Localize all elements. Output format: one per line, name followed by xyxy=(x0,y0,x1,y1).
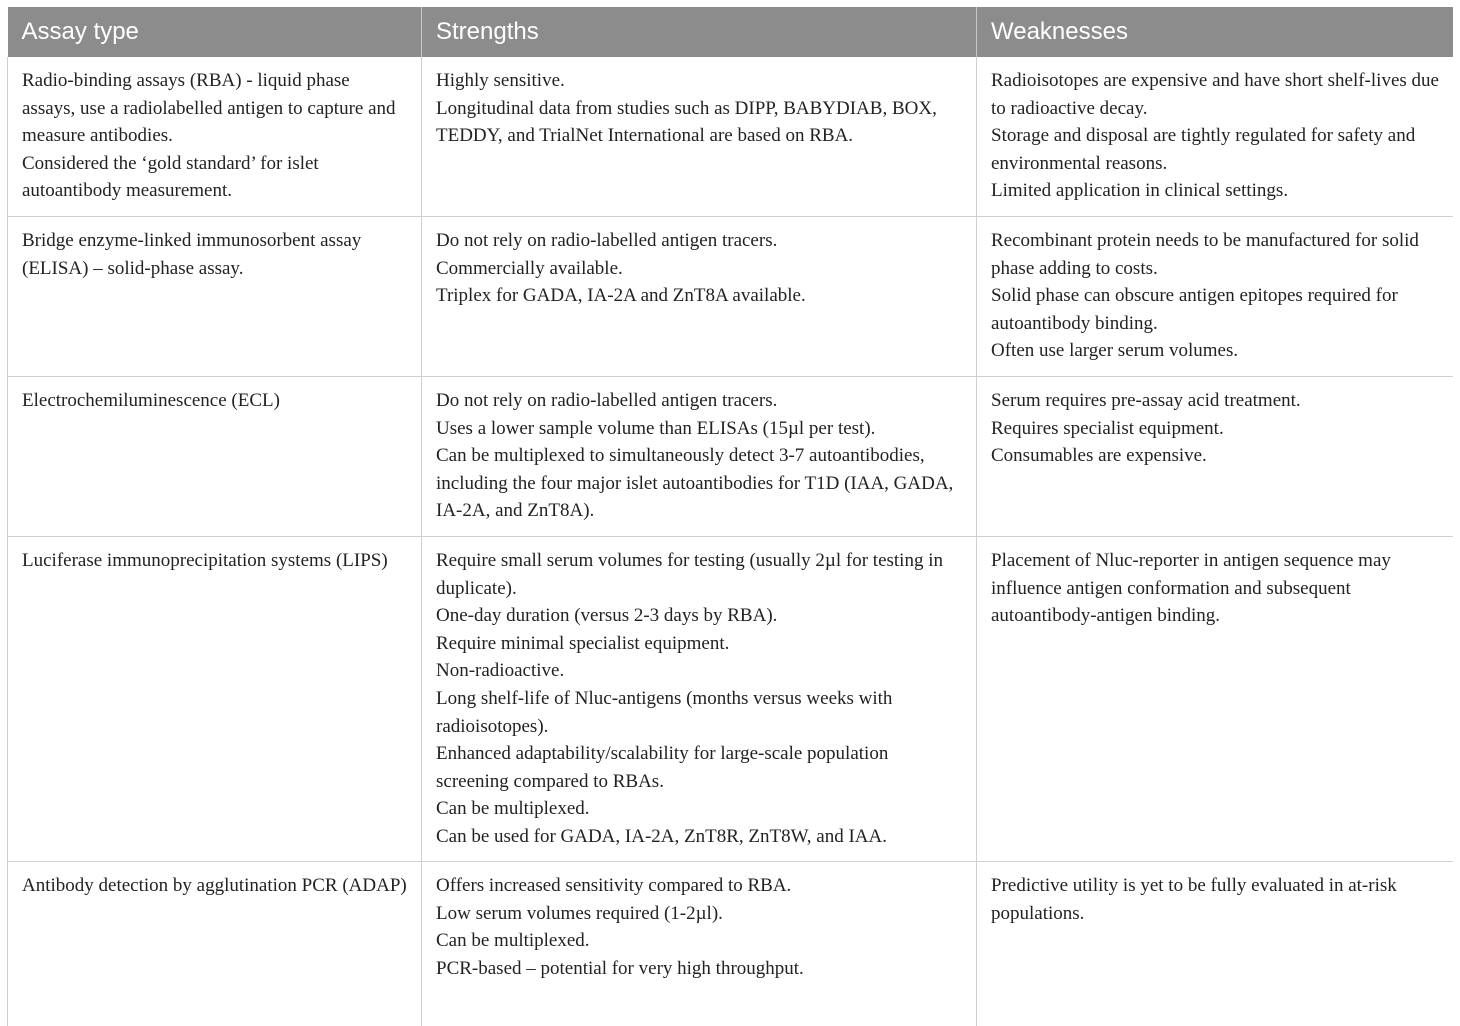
table-header xyxy=(8,7,1454,57)
cell-line: Often use larger serum volumes. xyxy=(991,340,1239,362)
header-strengths: Strengths xyxy=(422,7,977,57)
assay-comparison-table xyxy=(7,7,1453,1026)
cell-line: One-day duration (versus 2-3 days by RBA). xyxy=(436,605,778,627)
cell-strengths xyxy=(422,217,977,377)
cell-weaknesses xyxy=(977,217,1454,377)
cell-line: Solid phase can obscure antigen epitopes required for autoantibody binding. xyxy=(991,285,1398,334)
cell-line: Luciferase immunoprecipitation systems (LIPS) xyxy=(22,550,388,571)
cell-line: Considered the ‘gold standard’ for islet autoantibody measurement. xyxy=(22,152,319,202)
cell-line: Highly sensitive. xyxy=(436,70,565,91)
cell-line: Long shelf-life of Nluc-antigens (months versus weeks with radioisotopes). xyxy=(436,687,893,737)
cell-line: Radio-binding assays (RBA) - liquid phase assays, use a radiolabelled antigen to capture and measure antibodies. xyxy=(22,70,396,147)
cell-line: Can be multiplexed. xyxy=(436,798,590,820)
cell-line: Do not rely on radio-labelled antigen tracers. xyxy=(436,230,778,251)
cell-weaknesses xyxy=(977,377,1454,537)
cell-line: Storage and disposal are tightly regulated for safety and environmental reasons. xyxy=(991,125,1416,174)
cell-line: Non-radioactive. xyxy=(436,660,565,682)
cell-weaknesses xyxy=(977,537,1454,862)
table-row xyxy=(8,537,1454,862)
cell-strengths xyxy=(422,57,977,217)
cell-strengths xyxy=(422,377,977,537)
cell-line: Can be used for GADA, IA-2A, ZnT8R, ZnT8W, and IAA. xyxy=(436,825,887,847)
cell-line: Low serum volumes required (1-2µl). xyxy=(436,902,723,924)
cell-line: Uses a lower sample volume than ELISAs (15µl per test). xyxy=(436,417,876,439)
header-assay-type: Assay type xyxy=(8,7,422,57)
cell-line: Offers increased sensitivity compared to RBA. xyxy=(436,875,792,896)
cell-line: Enhanced adaptability/scalability for large-scale population screening compared to RBAs. xyxy=(436,743,889,792)
cell-line: Can be multiplexed to simultaneously detect 3-7 autoantibodies, including the four major islet autoantibodies for T1D (IAA, GADA, IA-2A, and ZnT8A). xyxy=(436,445,954,522)
assay-comparison-table-container xyxy=(7,7,1453,1026)
cell-assay-type xyxy=(8,57,422,217)
cell-line: Require minimal specialist equipment. xyxy=(436,632,730,654)
table-row xyxy=(8,862,1454,1026)
cell-line: Can be multiplexed. xyxy=(436,930,590,952)
cell-line: Requires specialist equipment. xyxy=(991,417,1224,439)
cell-line: Bridge enzyme-linked immunosorbent assay (ELISA) – solid-phase assay. xyxy=(22,230,362,279)
cell-line: Limited application in clinical settings. xyxy=(991,180,1289,202)
cell-line: PCR-based – potential for very high throughput. xyxy=(436,957,804,979)
table-row xyxy=(8,377,1454,537)
cell-line: Consumables are expensive. xyxy=(991,445,1207,467)
cell-line: Serum requires pre-assay acid treatment. xyxy=(991,390,1301,411)
table-body xyxy=(8,57,1454,1026)
cell-line: Radioisotopes are expensive and have short shelf-lives due to radioactive decay. xyxy=(991,70,1439,119)
table-row xyxy=(8,217,1454,377)
cell-line: Electrochemiluminescence (ECL) xyxy=(22,390,280,411)
cell-assay-type xyxy=(8,537,422,862)
cell-line: Predictive utility is yet to be fully evaluated in at-risk populations. xyxy=(991,875,1397,924)
cell-weaknesses xyxy=(977,57,1454,217)
cell-line: Antibody detection by agglutination PCR (ADAP) xyxy=(22,875,407,896)
cell-line: Placement of Nluc-reporter in antigen sequence may influence antigen conformation and subsequent autoantibody-antigen binding. xyxy=(991,550,1391,627)
cell-line: Do not rely on radio-labelled antigen tracers. xyxy=(436,390,778,411)
cell-strengths xyxy=(422,537,977,862)
cell-weaknesses xyxy=(977,862,1454,1026)
cell-line: Triplex for GADA, IA-2A and ZnT8A available. xyxy=(436,285,806,307)
cell-line: Commercially available. xyxy=(436,257,623,279)
cell-assay-type xyxy=(8,217,422,377)
cell-assay-type xyxy=(8,377,422,537)
header-row xyxy=(8,7,1454,57)
cell-assay-type xyxy=(8,862,422,1026)
cell-strengths xyxy=(422,862,977,1026)
cell-line: Require small serum volumes for testing (usually 2µl for testing in duplicate). xyxy=(436,550,943,599)
header-weaknesses: Weaknesses xyxy=(977,7,1454,57)
cell-line: Recombinant protein needs to be manufactured for solid phase adding to costs. xyxy=(991,230,1419,279)
table-row xyxy=(8,57,1454,217)
cell-line: Longitudinal data from studies such as DIPP, BABYDIAB, BOX, TEDDY, and TrialNet International are based on RBA. xyxy=(436,97,937,147)
